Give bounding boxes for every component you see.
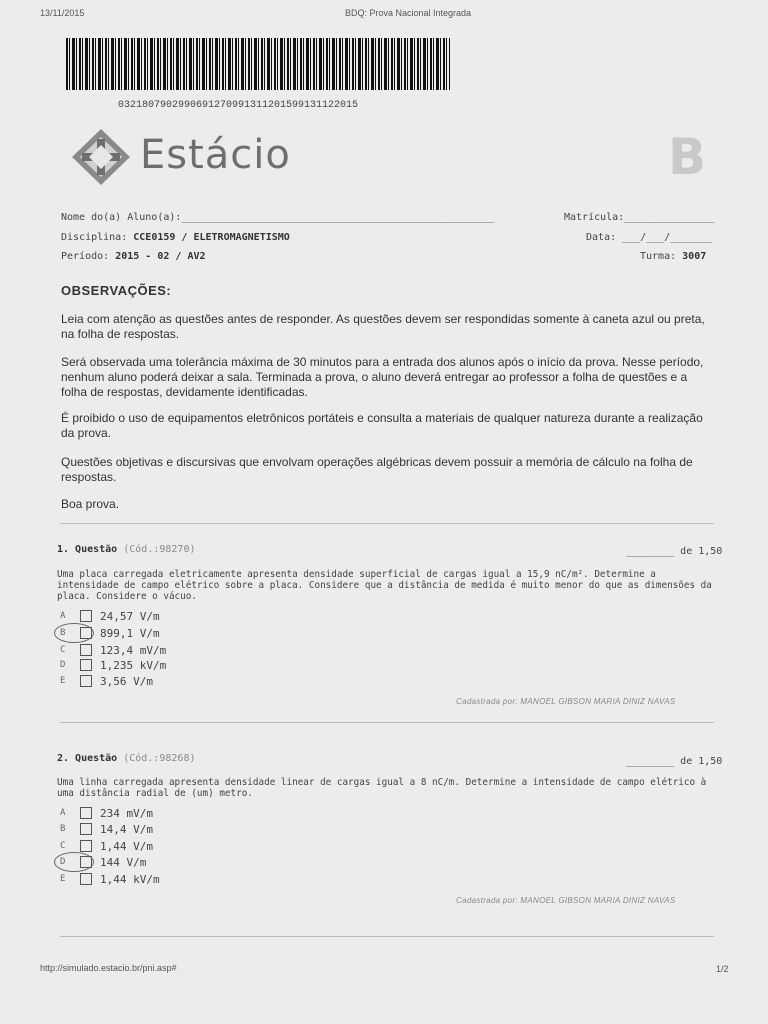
discipline-label: Disciplina: [61, 232, 128, 243]
date-label: Data: [586, 232, 617, 243]
registration-line: _______________ [624, 212, 715, 223]
period-label: Período: [61, 251, 110, 262]
option-checkbox[interactable] [80, 873, 92, 885]
observation-paragraph-3: É proibido o uso de equipamentos eletrônicos portáteis e consulta a materiais de qualquer natureza durante a realização da prova. [61, 411, 703, 440]
option-letter: D [60, 857, 66, 867]
date-line: ___/___/_______ [622, 232, 713, 243]
option-checkbox[interactable] [80, 644, 92, 656]
option-letter: C [60, 645, 66, 655]
observation-paragraph-5: Boa prova. [61, 497, 120, 511]
page-header-title: BDQ: Prova Nacional Integrada [345, 8, 472, 18]
question-2-header [57, 753, 196, 764]
page-number: 1/2 [716, 964, 729, 974]
divider [60, 523, 714, 524]
discipline-value: CCE0159 / ELETROMAGNETISMO [133, 232, 290, 243]
option-text: 899,1 V/m [100, 626, 160, 640]
option-checkbox[interactable] [80, 840, 92, 852]
discipline-field [61, 232, 290, 243]
divider [60, 936, 714, 937]
barcode-number: 0321807902990691270991311201599131122015 [118, 100, 359, 111]
option-letter: E [60, 874, 66, 884]
question-1-header [57, 544, 196, 555]
question-2-score: ________ de 1,50 [626, 756, 723, 767]
option-checkbox[interactable] [80, 675, 92, 687]
estacio-logo-text: Estácio [140, 132, 291, 178]
option-text: 24,57 V/m [100, 609, 160, 623]
option-letter: E [60, 676, 66, 686]
class-field [640, 251, 706, 262]
question-2-option-e[interactable] [60, 870, 160, 888]
registration-field [564, 212, 715, 223]
print-date: 13/11/2015 [40, 8, 85, 18]
registration-label: Matrícula: [564, 212, 625, 223]
period-value: 2015 - 02 / AV2 [115, 251, 206, 262]
option-text: 1,44 V/m [100, 839, 153, 853]
observations-title: OBSERVAÇÕES: [61, 283, 172, 298]
observation-paragraph-1: Leia com atenção as questões antes de responder. As questões devem ser respondidas somente à caneta azul ou preta, na folha de respostas. [61, 312, 705, 341]
question-2-code: (Cód.:98268) [123, 753, 196, 764]
option-letter: A [60, 808, 66, 818]
option-letter: C [60, 841, 66, 851]
question-1-credit: Cadastrada por: MANOEL GIBSON MARIA DINIZ NAVAS [456, 697, 676, 706]
footer-url[interactable]: http://simulado.estacio.br/pni.asp# [40, 963, 177, 973]
option-letter: A [60, 611, 66, 621]
period-field [61, 251, 206, 262]
option-text: 1,44 kV/m [100, 872, 160, 886]
option-letter: B [60, 628, 66, 638]
question-1-title: 1. Questão [57, 544, 118, 555]
handwritten-answer-circle [54, 852, 94, 872]
barcode [66, 38, 450, 90]
question-2-option-b[interactable] [60, 820, 153, 838]
handwritten-answer-circle [54, 623, 94, 643]
observation-paragraph-2: Será observada uma tolerância máxima de 30 minutos para a entrada dos alunos após o início da prova. Nesse período, nenhum aluno poderá deixar a sala. Terminada a prova, o aluno deverá entregar ao professor a folha de questões e a folha de respostas, devidamente identificadas. [61, 355, 704, 399]
option-letter: B [60, 824, 66, 834]
option-checkbox[interactable] [80, 610, 92, 622]
student-name-line: ____________________________________________________ [181, 212, 495, 223]
divider [60, 722, 714, 723]
question-1-text: Uma placa carregada eletricamente apresenta densidade superficial de cargas igual a 15,9 nC/m². Determine a intensidade de campo elétrico sobre a placa. Considere que a distância de medida é muito menor do que as dimensões da placa. Considere o vácuo. [57, 569, 712, 602]
question-2-text: Uma linha carregada apresenta densidade linear de cargas igual a 8 nC/m. Determine a intensidade de campo elétrico à uma distância radial de (um) metro. [57, 777, 707, 799]
option-text: 1,235 kV/m [100, 658, 167, 672]
option-text: 234 mV/m [100, 806, 153, 820]
exam-version-letter: B [668, 128, 707, 186]
estacio-logo-icon [70, 127, 132, 187]
option-checkbox[interactable] [80, 807, 92, 819]
option-checkbox[interactable] [80, 659, 92, 671]
student-name-label: Nome do(a) Aluno(a): [61, 212, 182, 223]
option-text: 123,4 mV/m [100, 643, 167, 657]
class-label: Turma: [640, 251, 677, 262]
option-checkbox[interactable] [80, 823, 92, 835]
class-value: 3007 [682, 251, 707, 262]
question-1-option-e[interactable] [60, 672, 153, 690]
option-text: 3,56 V/m [100, 674, 153, 688]
student-name-field [61, 212, 495, 223]
option-text: 144 V/m [100, 855, 147, 869]
date-field [586, 232, 712, 243]
question-2-title: 2. Questão [57, 753, 118, 764]
option-letter: D [60, 660, 66, 670]
observation-paragraph-4: Questões objetivas e discursivas que envolvam operações algébricas devem possuir a memória de cálculo na folha de respostas. [61, 455, 693, 484]
option-text: 14,4 V/m [100, 822, 153, 836]
question-2-credit: Cadastrada por: MANOEL GIBSON MARIA DINIZ NAVAS [456, 896, 676, 905]
question-1-code: (Cód.:98270) [123, 544, 196, 555]
question-1-score: ________ de 1,50 [626, 546, 723, 557]
